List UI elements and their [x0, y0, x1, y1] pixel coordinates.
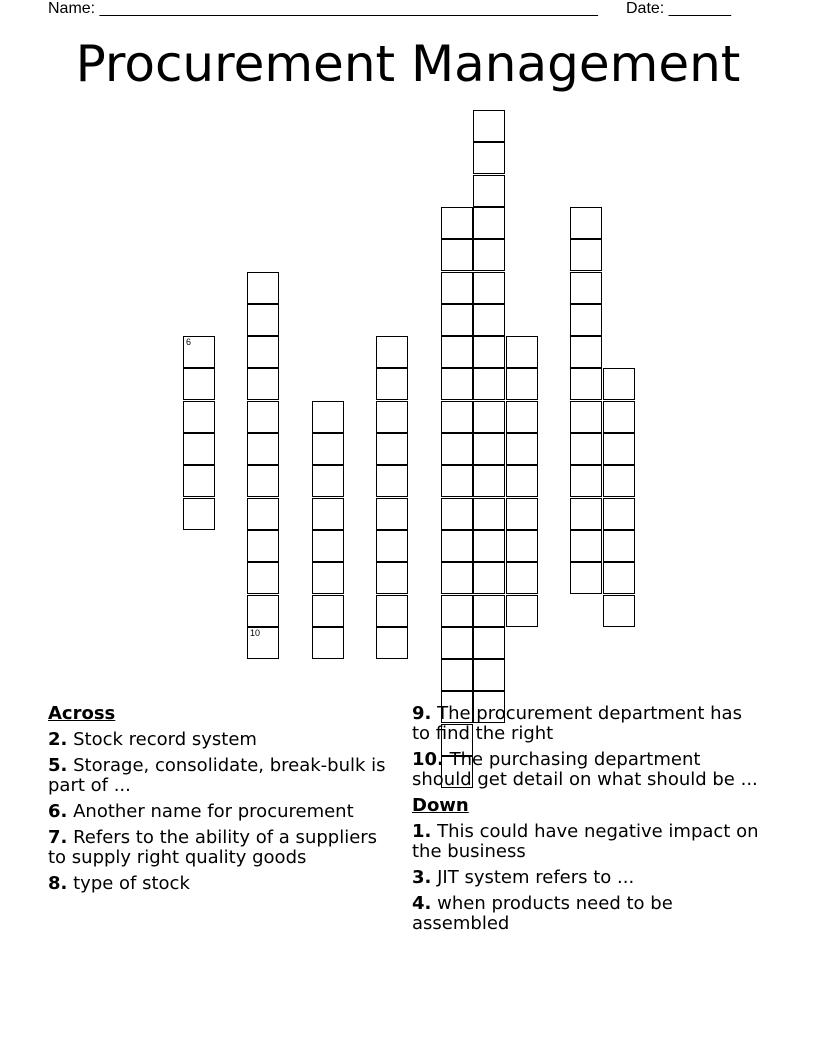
clue-text: This could have negative impact on the business	[412, 821, 759, 862]
crossword-cell[interactable]	[441, 498, 473, 530]
crossword-cell[interactable]	[376, 627, 408, 659]
crossword-cell[interactable]	[603, 368, 635, 400]
crossword-cell[interactable]	[441, 368, 473, 400]
crossword-cell[interactable]	[441, 659, 473, 691]
crossword-cell[interactable]	[376, 336, 408, 368]
crossword-cell[interactable]	[570, 433, 602, 465]
clue-text: The procurement department has to find the right	[412, 703, 742, 744]
crossword-cell[interactable]	[473, 304, 505, 336]
crossword-cell[interactable]	[376, 530, 408, 562]
across-clue-10	[412, 750, 762, 790]
crossword-cell[interactable]	[247, 465, 279, 497]
date-field-label: Date: _______	[626, 0, 731, 17]
crossword-cell[interactable]	[473, 465, 505, 497]
crossword-cell[interactable]	[441, 304, 473, 336]
across-clue-6	[48, 802, 398, 822]
down-clue-1	[412, 822, 762, 862]
across-clue-9	[412, 704, 762, 744]
clue-number: 8.	[48, 873, 68, 894]
crossword-cell[interactable]	[441, 239, 473, 271]
crossword-cell[interactable]	[473, 562, 505, 594]
crossword-cell[interactable]	[376, 401, 408, 433]
clue-text: Stock record system	[73, 729, 257, 750]
across-heading: Across	[48, 703, 116, 724]
crossword-cell[interactable]	[570, 239, 602, 271]
crossword-cell[interactable]	[441, 207, 473, 239]
crossword-cell[interactable]	[247, 272, 279, 304]
clue-number-label: 6	[186, 337, 192, 347]
crossword-cell[interactable]	[376, 368, 408, 400]
clue-number: 2.	[48, 729, 68, 750]
crossword-cell[interactable]	[603, 401, 635, 433]
clues-column-right	[412, 700, 762, 940]
crossword-cell[interactable]	[473, 175, 505, 207]
clue-number: 5.	[48, 755, 68, 776]
crossword-cell[interactable]	[441, 562, 473, 594]
crossword-cell[interactable]	[312, 498, 344, 530]
clue-number: 1.	[412, 821, 432, 842]
clue-text: The purchasing department should get detail on what should be ...	[412, 749, 758, 790]
crossword-cell[interactable]	[473, 239, 505, 271]
crossword-cell[interactable]	[247, 627, 279, 659]
crossword-cell[interactable]	[312, 530, 344, 562]
crossword-cell[interactable]	[441, 433, 473, 465]
crossword-cell[interactable]	[603, 562, 635, 594]
clue-number: 9.	[412, 703, 432, 724]
crossword-cell[interactable]	[441, 401, 473, 433]
crossword-cell[interactable]	[183, 433, 215, 465]
crossword-cell[interactable]	[506, 465, 538, 497]
crossword-cell[interactable]	[506, 401, 538, 433]
crossword-cell[interactable]	[247, 595, 279, 627]
crossword-cell[interactable]	[506, 530, 538, 562]
clue-number: 7.	[48, 827, 68, 848]
clue-text: JIT system refers to ...	[437, 867, 635, 888]
header	[48, 0, 768, 20]
crossword-cell[interactable]	[312, 465, 344, 497]
crossword-cell[interactable]	[473, 336, 505, 368]
crossword-cell[interactable]	[376, 465, 408, 497]
clue-number: 6.	[48, 801, 68, 822]
crossword-cell[interactable]	[473, 530, 505, 562]
crossword-cell[interactable]	[247, 530, 279, 562]
crossword-cell[interactable]	[506, 498, 538, 530]
across-clue-7	[48, 828, 398, 868]
crossword-cell[interactable]	[570, 336, 602, 368]
crossword-cell[interactable]	[570, 562, 602, 594]
crossword-cell[interactable]	[441, 336, 473, 368]
crossword-cell[interactable]	[506, 336, 538, 368]
crossword-cell[interactable]	[473, 272, 505, 304]
down-clue-4	[412, 894, 762, 934]
page-title: Procurement Management	[75, 35, 741, 93]
crossword-cell[interactable]	[603, 465, 635, 497]
crossword-cell[interactable]	[183, 401, 215, 433]
crossword-cell[interactable]	[473, 207, 505, 239]
crossword-cell[interactable]	[570, 498, 602, 530]
crossword-cell[interactable]	[376, 562, 408, 594]
crossword-cell[interactable]	[570, 207, 602, 239]
crossword-cell[interactable]	[441, 530, 473, 562]
crossword-cell[interactable]	[247, 368, 279, 400]
crossword-cell[interactable]	[570, 304, 602, 336]
crossword-cell[interactable]	[473, 142, 505, 174]
crossword-cell[interactable]	[603, 498, 635, 530]
crossword-cell[interactable]	[312, 595, 344, 627]
crossword-cell[interactable]	[376, 595, 408, 627]
crossword-cell[interactable]	[570, 530, 602, 562]
clue-text: Another name for procurement	[73, 801, 354, 822]
crossword-cell[interactable]	[441, 465, 473, 497]
clue-number: 10.	[412, 749, 444, 770]
clue-number: 4.	[412, 893, 432, 914]
crossword-cell[interactable]	[247, 304, 279, 336]
crossword-cell[interactable]	[312, 562, 344, 594]
crossword-cell[interactable]	[473, 433, 505, 465]
clue-text: when products need to be assembled	[412, 893, 673, 934]
clues-column-left	[48, 700, 398, 900]
crossword-cell[interactable]	[312, 433, 344, 465]
crossword-cell[interactable]	[247, 401, 279, 433]
crossword-cell[interactable]	[603, 433, 635, 465]
crossword-cell[interactable]	[183, 498, 215, 530]
crossword-cell[interactable]	[247, 498, 279, 530]
crossword-cell[interactable]	[376, 433, 408, 465]
crossword-cell[interactable]	[506, 595, 538, 627]
crossword-cell[interactable]	[506, 433, 538, 465]
crossword-cell[interactable]	[247, 433, 279, 465]
crossword-cell[interactable]	[183, 368, 215, 400]
crossword-cell[interactable]	[473, 401, 505, 433]
clue-text: Storage, consolidate, break-bulk is part of ...	[48, 755, 386, 796]
down-heading: Down	[412, 795, 469, 816]
crossword-cell[interactable]	[603, 530, 635, 562]
down-clue-3	[412, 868, 762, 888]
crossword-cell[interactable]	[473, 110, 505, 142]
clue-number: 3.	[412, 867, 432, 888]
crossword-cell[interactable]	[570, 272, 602, 304]
crossword-cell[interactable]	[183, 336, 215, 368]
crossword-cell[interactable]	[312, 401, 344, 433]
crossword-cell[interactable]	[312, 627, 344, 659]
across-clue-2	[48, 730, 398, 750]
clue-number-label: 10	[250, 628, 261, 638]
crossword-cell[interactable]	[183, 465, 215, 497]
crossword-cell[interactable]	[473, 659, 505, 691]
crossword-cell[interactable]	[506, 562, 538, 594]
crossword-cell[interactable]	[570, 401, 602, 433]
crossword-cell[interactable]	[570, 368, 602, 400]
crossword-cell[interactable]	[473, 368, 505, 400]
crossword-cell[interactable]	[473, 627, 505, 659]
crossword-cell[interactable]	[506, 368, 538, 400]
name-field-label: Name: ________________________________________________________	[48, 0, 598, 17]
crossword-cell[interactable]	[376, 498, 408, 530]
clue-text: type of stock	[73, 873, 190, 894]
crossword-cell[interactable]	[570, 465, 602, 497]
crossword-cell[interactable]	[247, 562, 279, 594]
across-clue-5	[48, 756, 398, 796]
crossword-cell[interactable]	[473, 498, 505, 530]
crossword-cell[interactable]	[441, 627, 473, 659]
crossword-cell[interactable]	[441, 272, 473, 304]
crossword-cell[interactable]	[473, 595, 505, 627]
crossword-cell[interactable]	[603, 595, 635, 627]
crossword-cell[interactable]	[441, 595, 473, 627]
crossword-cell[interactable]	[247, 336, 279, 368]
clue-text: Refers to the ability of a suppliers to supply right quality goods	[48, 827, 378, 868]
across-clue-8	[48, 874, 398, 894]
